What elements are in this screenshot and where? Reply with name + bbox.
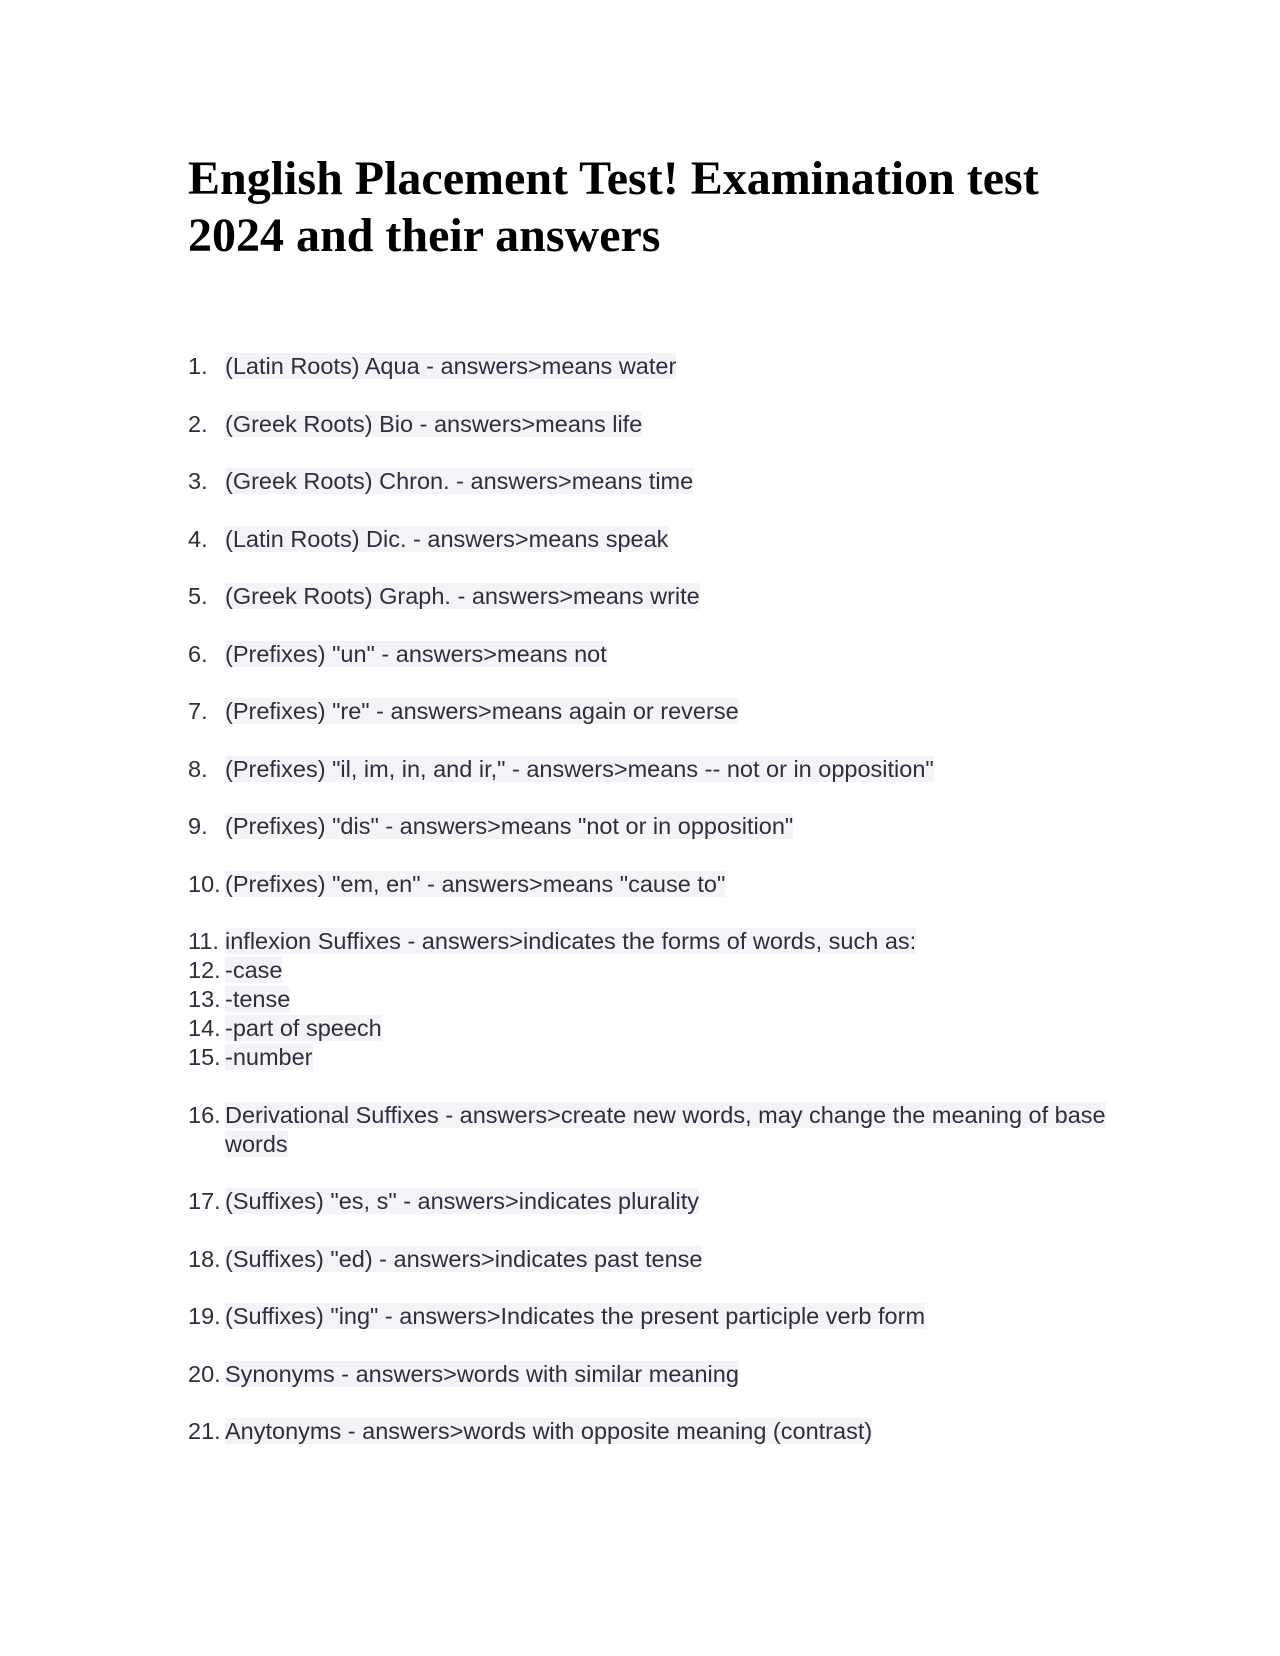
item-text: (Latin Roots) Aqua - answers>means water	[225, 353, 677, 379]
item-text: Derivational Suffixes - answers>create new words, may change the meaning of base words	[225, 1101, 1106, 1157]
item-text: (Prefixes) "re" - answers>means again or reverse	[225, 698, 739, 724]
list-item	[188, 525, 1108, 554]
item-text: Anytonyms - answers>words with opposite meaning (contrast)	[225, 1418, 873, 1444]
item-number: 2.	[188, 410, 208, 437]
item-text: (Suffixes) "ing" - answers>Indicates the present participle verb form	[225, 1303, 926, 1329]
list-item	[188, 985, 1108, 1014]
item-number: 18.	[188, 1245, 221, 1272]
item-text: (Prefixes) "un" - answers>means not	[225, 640, 607, 667]
item-text: (Prefixes) "em, en" - answers>means "cause to"	[225, 870, 726, 897]
document-title: English Placement Test! Examination test 2024 and their answers	[188, 152, 1039, 262]
item-text: (Latin Roots) Dic. - answers>means speak	[225, 525, 669, 552]
item-number: 17.	[188, 1188, 221, 1214]
list-item	[188, 582, 1108, 611]
item-number: 9.	[188, 813, 208, 839]
item-text: -case	[225, 957, 283, 983]
item-text: -tense	[225, 986, 291, 1012]
item-number: 6.	[188, 640, 208, 667]
item-number: 4.	[188, 525, 208, 552]
list-item	[188, 697, 1108, 726]
question-list	[188, 352, 1108, 1475]
item-text: (Greek Roots) Chron. - answers>means time	[225, 468, 694, 494]
item-number: 15.	[188, 1044, 221, 1070]
item-text: (Suffixes) "es, s" - answers>indicates plurality	[225, 1188, 700, 1214]
item-number: 7.	[188, 698, 208, 724]
item-text: (Suffixes) "ed) - answers>indicates past tense	[225, 1245, 703, 1272]
list-item	[188, 410, 1108, 439]
list-item	[188, 1101, 1108, 1159]
list-item	[188, 1417, 1108, 1446]
item-number: 8.	[188, 755, 208, 782]
item-number: 20.	[188, 1360, 221, 1387]
item-number: 5.	[188, 583, 208, 609]
item-text: (Greek Roots) Bio - answers>means life	[225, 410, 643, 437]
item-number: 13.	[188, 986, 221, 1012]
list-item	[188, 1245, 1108, 1274]
item-text: -number	[225, 1044, 313, 1070]
item-number: 16.	[188, 1101, 221, 1128]
item-number: 14.	[188, 1015, 221, 1041]
list-item	[188, 1302, 1108, 1331]
list-item	[188, 1360, 1108, 1389]
list-item	[188, 870, 1108, 899]
item-text: Synonyms - answers>words with similar meaning	[225, 1360, 739, 1387]
list-item	[188, 467, 1108, 496]
item-text: -part of speech	[225, 1015, 382, 1041]
list-item	[188, 812, 1108, 841]
item-number: 21.	[188, 1418, 221, 1444]
item-number: 19.	[188, 1303, 221, 1329]
list-item	[188, 956, 1108, 985]
list-item	[188, 1014, 1108, 1043]
list-item	[188, 927, 1108, 956]
list-item	[188, 755, 1108, 784]
item-number: 3.	[188, 468, 208, 494]
item-text: (Prefixes) "dis" - answers>means "not or in opposition"	[225, 813, 794, 839]
item-text: (Greek Roots) Graph. - answers>means write	[225, 583, 700, 609]
list-item	[188, 1187, 1108, 1216]
item-number: 1.	[188, 353, 208, 379]
list-item	[188, 352, 1108, 381]
item-number: 10.	[188, 870, 221, 897]
item-number: 11.	[188, 928, 219, 954]
list-item	[188, 640, 1108, 669]
item-text: (Prefixes) "il, im, in, and ir," - answers>means -- not or in opposition"	[225, 755, 934, 782]
item-number: 12.	[188, 957, 221, 983]
item-text: inflexion Suffixes - answers>indicates the forms of words, such as:	[225, 928, 917, 954]
list-item	[188, 1043, 1108, 1072]
